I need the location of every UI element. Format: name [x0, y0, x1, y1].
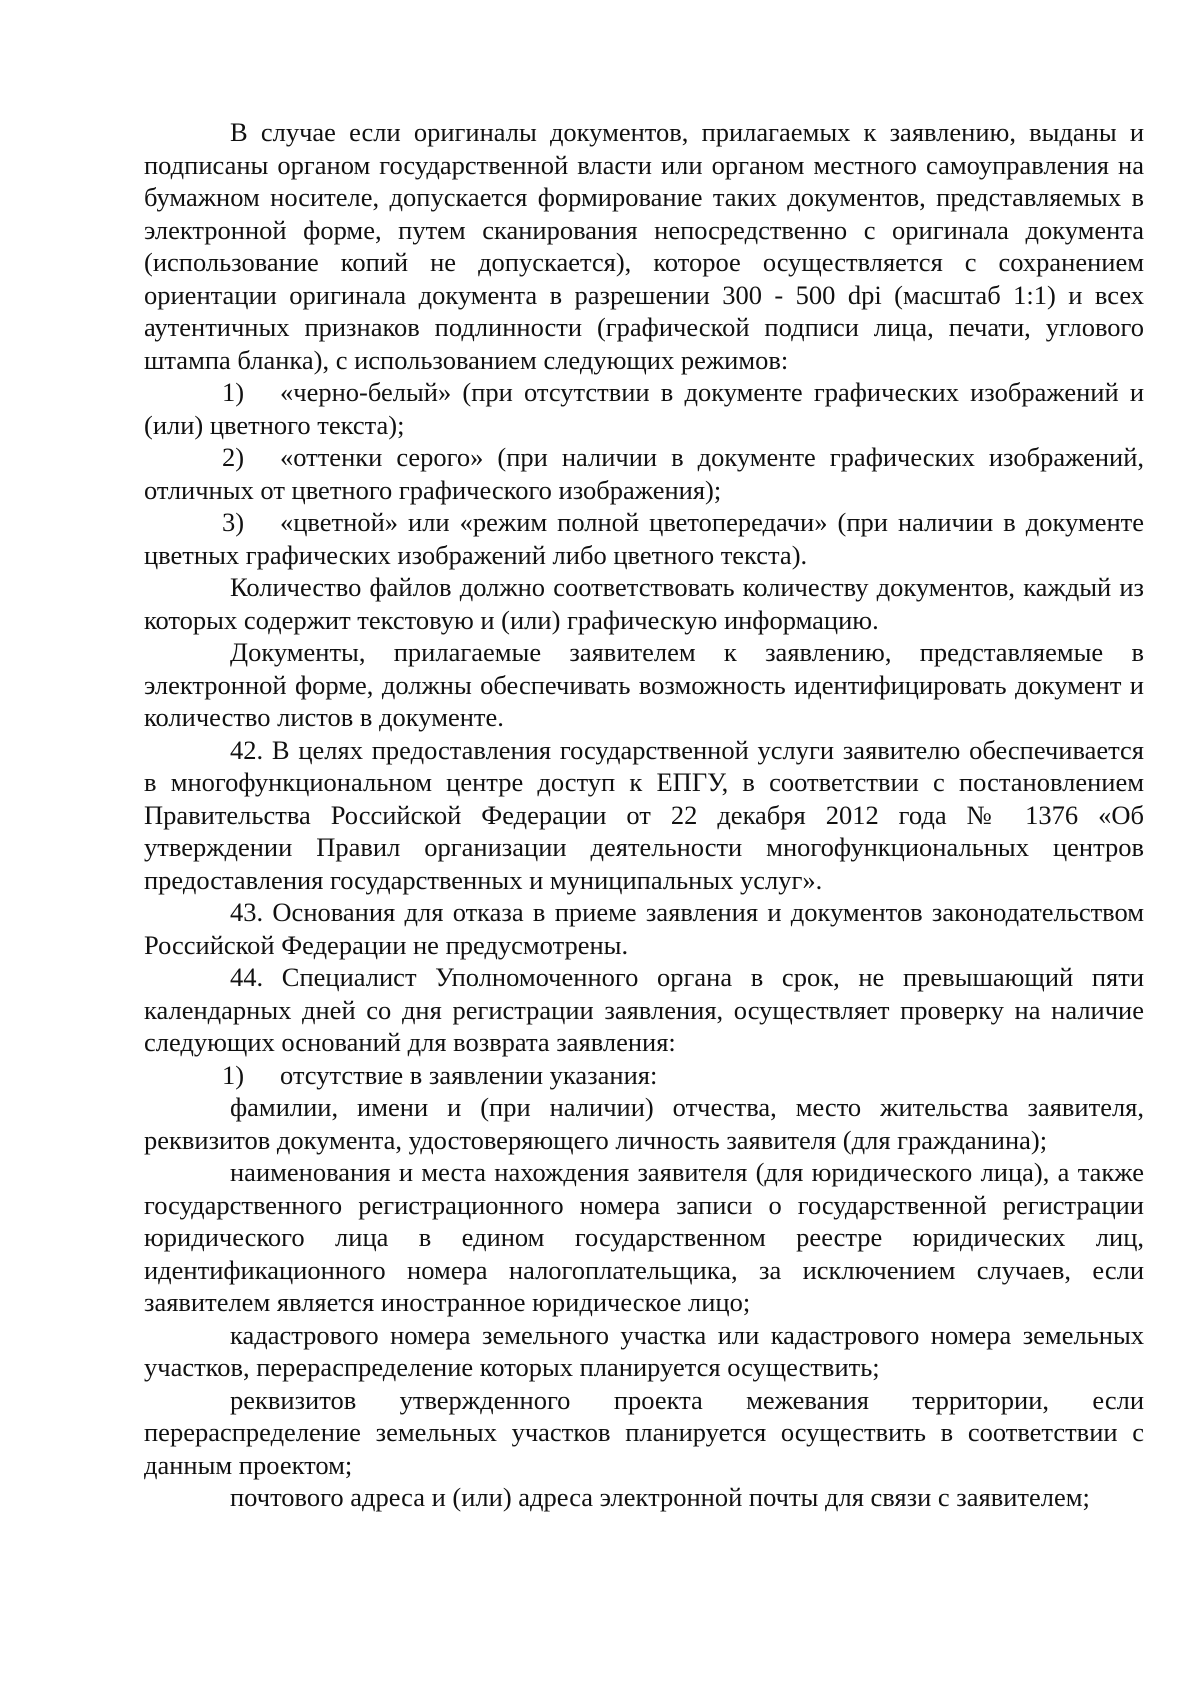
list-item-number: 1)	[222, 377, 245, 407]
list-item-number: 1)	[222, 1059, 245, 1090]
paragraph-legal-entity: наименования и места нахождения заявителя (для юридического лица), а также государственного регистрационного номера записи о государственной регистрации юридического лица в едином государственном реестре юридических лиц, идентификационного номера налогоплательщика, за исключением случаев, если заявителем является иностранное юридическое лицо;	[144, 1157, 1144, 1317]
paragraph-applicant-name: фамилии, имени и (при наличии) отчества, место жительства заявителя, реквизитов документа, удостоверяющего личность заявителя (для гражданина);	[144, 1092, 1144, 1155]
clause-43	[144, 896, 1144, 961]
paragraph-survey-project: реквизитов утвержденного проекта межевания территории, если перераспределение земельных участков планируется осуществить в соответствии с данным проектом;	[144, 1384, 1144, 1480]
list-item-missing-indication	[144, 1059, 1144, 1092]
clause-number: 44.	[230, 962, 264, 992]
list-item-text: «цветной» или «режим полной цветопередачи» (при наличии в документе цветных графических изображений либо цветного текста).	[144, 507, 1144, 570]
list-item-text: «черно-белый» (при отсутствии в документе графических изображений и (или) цветного текста);	[144, 377, 1144, 440]
list-item-color	[144, 506, 1144, 571]
document-body	[144, 116, 1144, 1514]
paragraph-scanning-originals: В случае если оригиналы документов, прилагаемых к заявлению, выданы и подписаны органом государственной власти или органом местного самоуправления на бумажном носителе, допускается формирование таких документов, представляемых в электронной форме, путем сканирования непосредственно с оригинала документа (использование копий не допускается), которое осуществляется с сохранением ориентации оригинала документа в разрешении 300 - 500 dpi (масштаб 1:1) и всех аутентичных признаков подлинности (графической подписи лица, печати, углового штампа бланка), с использованием следующих режимов:	[144, 117, 1144, 375]
paragraph-file-count: Количество файлов должно соответствовать количеству документов, каждый из которых содержит текстовую и (или) графическую информацию.	[144, 572, 1144, 635]
clause-42	[144, 734, 1144, 897]
list-item-text: отсутствие в заявлении указания:	[280, 1059, 658, 1090]
list-item-number: 3)	[222, 507, 245, 537]
paragraph-contact-address: почтового адреса и (или) адреса электронной почты для связи с заявителем;	[230, 1482, 1090, 1512]
clause-text: Специалист Уполномоченного органа в срок, не превышающий пяти календарных дней со дня регистрации заявления, осуществляет проверку на наличие следующих оснований для возврата заявления:	[144, 962, 1145, 1057]
paragraph-documents-identification: Документы, прилагаемые заявителем к заявлению, представляемые в электронной форме, должны обеспечивать возможность идентифицировать документ и количество листов в документе.	[144, 637, 1144, 732]
clause-number: 43.	[230, 897, 264, 927]
list-item-black-white	[144, 376, 1144, 441]
clause-number: 42.	[230, 734, 264, 765]
paragraph-cadastral-number: кадастрового номера земельного участка или кадастрового номера земельных участков, перераспределение которых планируется осуществить;	[144, 1319, 1144, 1382]
clause-text: В целях предоставления государственной услуги заявителю обеспечивается в многофункциональном центре доступ к ЕПГУ, в соответствии с постановлением Правительства Российской Федерации от 22 декабря 2012 года № 1376 «Об утверждении Правил организации деятельности многофункциональных центров предоставления государственных и муниципальных услуг».	[144, 734, 1144, 895]
list-item-text: «оттенки серого» (при наличии в документе графических изображений, отличных от цветного графического изображения);	[144, 442, 1144, 505]
clause-text: Основания для отказа в приеме заявления и документов законодательством Российской Федерации не предусмотрены.	[144, 897, 1145, 960]
list-item-grayscale	[144, 441, 1144, 506]
clause-44	[144, 961, 1144, 1059]
list-item-number: 2)	[222, 442, 245, 472]
